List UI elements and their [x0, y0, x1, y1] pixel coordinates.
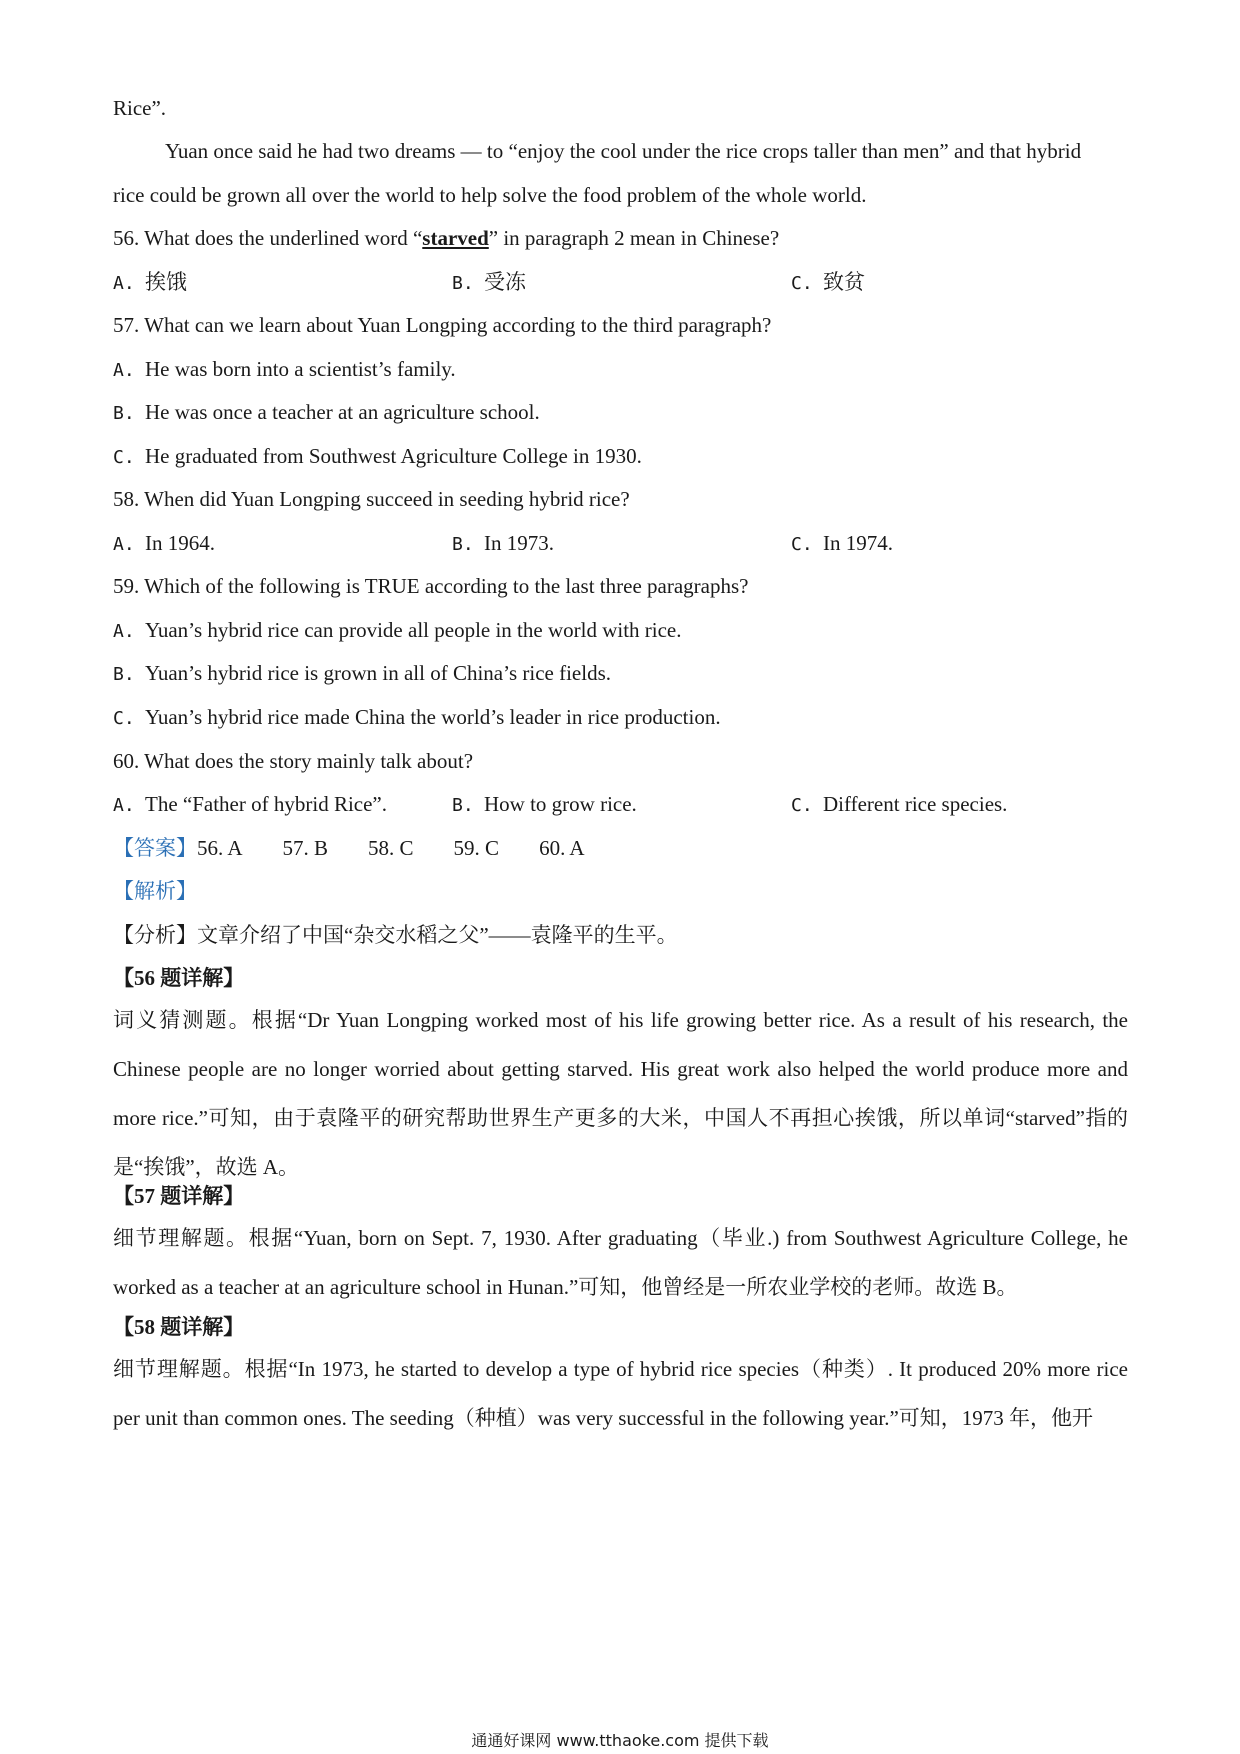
q57-detail-text: 细节理解题。根据“Yuan, born on Sept. 7, 1930. After graduating（毕业.) from Southwest Agriculture College, he worked as a teacher at an agriculture school in Hunan.”可知，他曾经是一所农业学校的老师。故选 B。 [113, 1226, 1128, 1299]
option-60-c: C. Different rice species. [791, 792, 1008, 816]
q58-detail-title: 【58 题详解】 [113, 1315, 245, 1339]
option-60-a: A. The “Father of hybrid Rice”. [113, 792, 387, 816]
q57-detail-title: 【57 题详解】 [113, 1184, 245, 1208]
passage-line: Rice”. [113, 96, 167, 120]
option-56-c: C. 致贫 [791, 270, 865, 294]
answer-row [113, 834, 625, 862]
underlined-word: starved [422, 226, 489, 250]
option-59-b: B. Yuan’s hybrid rice is grown in all of China’s rice fields. [113, 661, 611, 685]
option-57-c: C. He graduated from Southwest Agriculture College in 1930. [113, 444, 642, 468]
option-57-a: A. He was born into a scientist’s family. [113, 357, 456, 381]
option-58-b: B. In 1973. [452, 531, 554, 555]
q56-detail-text: 词义猜测题。根据“Dr Yuan Longping worked most of his life growing better rice. As a result of his research, the Chinese people are no longer worried about getting starved. His great work also helped the world produce more and more rice.”可知，由于袁隆平的研究帮助世界生产更多的大米，中国人不再担心挨饿，所以单词“starved”指的是“挨饿”，故选 A。 [113, 1008, 1128, 1179]
option-58-a: A. In 1964. [113, 531, 215, 555]
answer-label: 【答案】 [113, 836, 197, 860]
q56-detail-title: 【56 题详解】 [113, 966, 245, 990]
answer-item: 59. C [453, 836, 500, 860]
option-59-c: C. Yuan’s hybrid rice made China the world’s leader in rice production. [113, 705, 721, 729]
option-57-b: B. He was once a teacher at an agriculture school. [113, 400, 540, 424]
passage-line: Yuan once said he had two dreams — to “enjoy the cool under the rice crops taller than men” and that hybrid [165, 139, 1082, 163]
option-56-b: B. 受冻 [452, 270, 526, 294]
option-59-a: A. Yuan’s hybrid rice can provide all people in the world with rice. [113, 618, 682, 642]
page-footer: 通通好课网 www.tthaoke.com 提供下载 [471, 1731, 769, 1750]
option-56-a: A. 挨饿 [113, 270, 187, 294]
question-59-stem: 59. Which of the following is TRUE according to the last three paragraphs? [113, 574, 749, 598]
option-58-c: C. In 1974. [791, 531, 893, 555]
analysis-label: 【解析】 [113, 879, 197, 903]
question-56-stem: 56. What does the underlined word “starved” in paragraph 2 mean in Chinese? [113, 226, 780, 250]
answer-item: 58. C [368, 836, 414, 860]
passage-line: rice could be grown all over the world to help solve the food problem of the whole world. [113, 183, 867, 207]
question-60-stem: 60. What does the story mainly talk about? [113, 749, 474, 773]
question-58-stem: 58. When did Yuan Longping succeed in seeding hybrid rice? [113, 487, 630, 511]
answer-item: 60. A [539, 836, 585, 860]
answer-item: 57. B [282, 836, 329, 860]
analysis-summary: 【分析】文章介绍了中国“杂交水稻之父”——袁隆平的生平。 [113, 923, 678, 947]
q58-detail-text: 细节理解题。根据“In 1973, he started to develop a type of hybrid rice species（种类）. It produced 20% more rice per unit than common ones. The seeding（种植）was very successful in the following year.”可知，1973 年，他开 [113, 1357, 1128, 1430]
option-60-b: B. How to grow rice. [452, 792, 637, 816]
answer-item: 56. A [197, 836, 243, 860]
question-57-stem: 57. What can we learn about Yuan Longping according to the third paragraph? [113, 313, 772, 337]
